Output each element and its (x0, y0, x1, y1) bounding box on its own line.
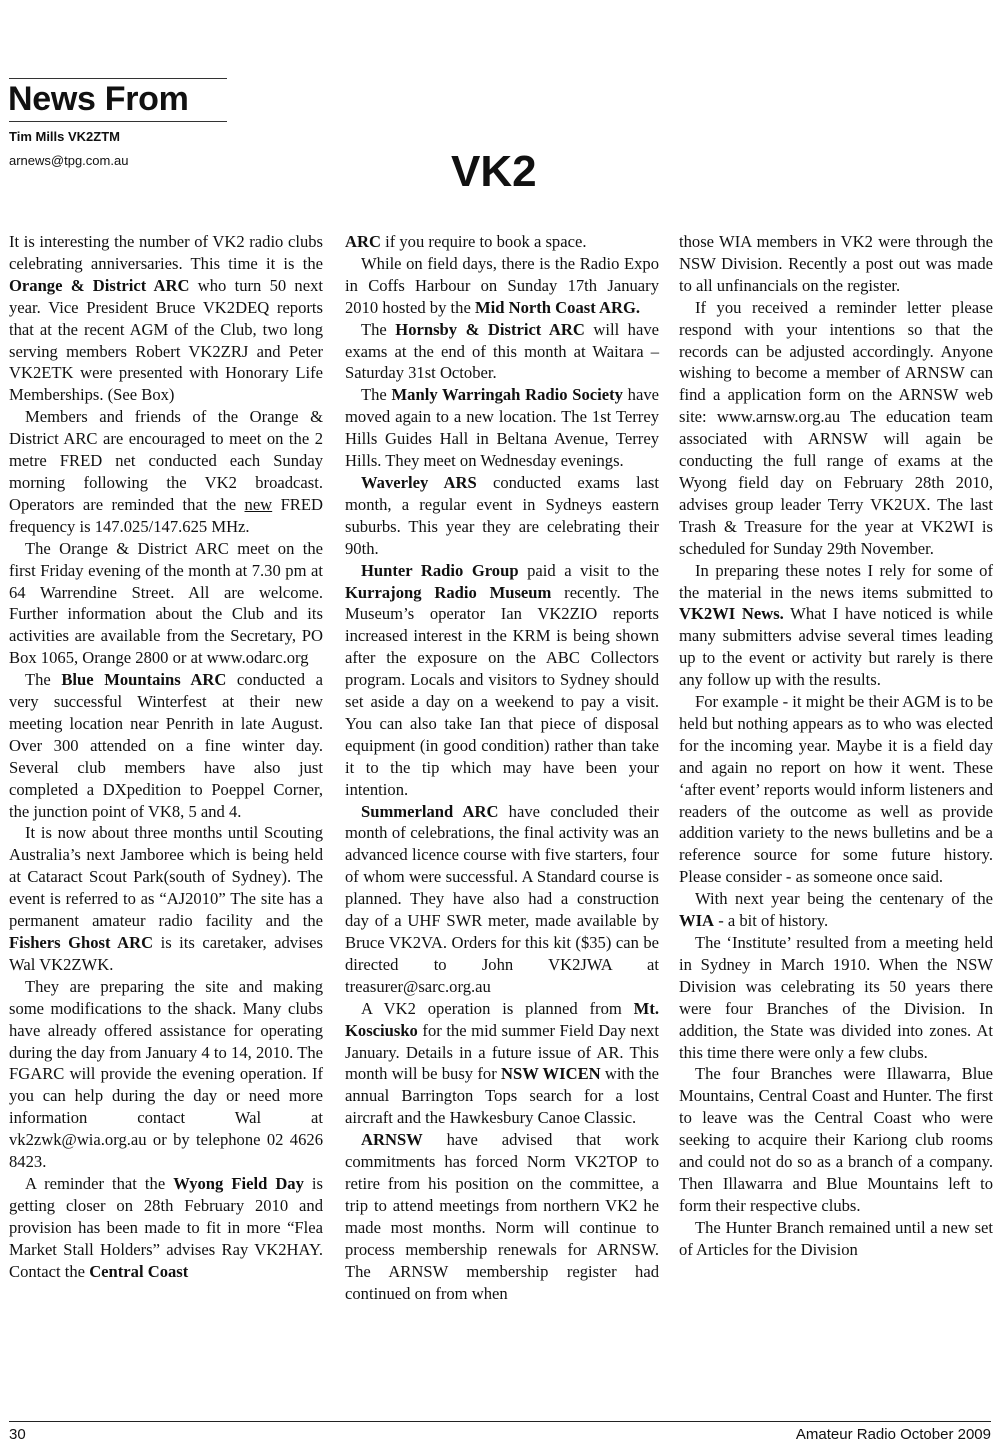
article-paragraph (9, 669, 323, 822)
text-run: conducted exams last month, a regular event in Sydneys eastern suburbs. This year they are celebrating their 90th. (345, 472, 660, 558)
text-run: A reminder that the (25, 1173, 174, 1193)
emphasis-text: Manly Warringah Radio Society (391, 385, 623, 405)
article-paragraph (9, 976, 323, 1173)
text-run: have advised that work commitments has forced Norm VK2TOP to retire from his position on the committee, a trip to attend meetings from northern VK2 he made most months. Norm will continue to process membership renewals for ARNSW. The ARNSW membership register had continued on from when (345, 1130, 659, 1303)
text-run: have moved again to a new location. The 1st Terrey Hills Guides Hall in Beltana Avenue, Terrey Hills. They meet on Wednesday evenings. (345, 385, 659, 471)
text-run: The (361, 385, 392, 405)
emphasis-text: Wyong Field Day (173, 1173, 304, 1193)
footer-rule (9, 1421, 991, 1422)
emphasis-text: ARC (345, 232, 381, 251)
article-paragraph (345, 253, 659, 319)
text-run: recently. The Museum’s operator Ian VK2ZIO reports increased interest in the KRM is being shown after the exposure on the ABC Collectors program. Locals and visitors to Sydney should set aside a day on a weekend to pay a visit. You can also take Ian that piece of disposal equipment (in good condition) rather than take it to the tip which may have been your intention. (345, 582, 659, 799)
text-run: who turn 50 next year. Vice President Bruce VK2DEQ reports that at the recent AGM of the Club, two long serving members Robert VK2ZRJ and Peter VK2ETK were presented with Honorary Life Memberships. (See Box) (9, 275, 323, 405)
article-paragraph (9, 406, 323, 537)
article-paragraph (679, 888, 993, 932)
article-paragraph (345, 560, 659, 801)
text-run: The Hunter Branch remained until a new set of Articles for the Division (679, 1217, 993, 1259)
header-top-rule (9, 78, 227, 79)
text-run: have concluded their month of celebrations, the final activity was an advanced licence course with five starters, four of whom were successful. A Standard course is planned. They have also had a construction day of a UHF SWR meter, made available by Bruce VK2VA. Orders for this kit ($35) can be directed to John VK2JWA at treasurer@sarc.org.au (345, 801, 659, 996)
emphasis-text: Mt. Kosciusko (345, 998, 659, 1040)
article-paragraph (345, 384, 659, 472)
article-paragraph (345, 472, 659, 560)
text-run: What I have noticed is while many submitters advise several times leading up to the event or activity but rarely is there any follow up with the results. (679, 604, 993, 690)
text-run: Members and friends of the Orange & District ARC are encouraged to meet on the 2 metre FRED net conducted each Sunday morning following the VK2 broadcast. Operators are reminded that the (9, 407, 323, 514)
article-paragraph (679, 231, 993, 297)
text-run: It is now about three months until Scouting Australia’s next Jamboree which is being held at Cataract Scout Park(south of Sydney). The event is referred to as “AJ2010” The site has a permanent amateur radio facility and the (9, 823, 323, 931)
emphasis-text: Orange & District ARC (9, 275, 190, 295)
emphasis-text: Hornsby & District ARC (395, 319, 585, 339)
text-run: FRED frequency is 147.025/147.625 MHz. (9, 494, 323, 536)
emphasis-text: NSW WICEN (501, 1064, 601, 1084)
article-paragraph (345, 998, 659, 1129)
text-run: The Orange & District ARC meet on the first Friday evening of the month at 7.30 pm at 64 Warrendine Street. All are welcome. Further information about the Club and its activities are available from the Secretary, PO Box 1065, Orange 2800 or at www.odarc.org (9, 538, 323, 668)
article-paragraph (679, 1217, 993, 1261)
article-column-2 (345, 231, 659, 1304)
article-paragraph (679, 932, 993, 1063)
article-paragraph (9, 231, 323, 406)
emphasis-text: Mid North Coast ARG. (474, 297, 640, 317)
article-paragraph (679, 560, 993, 691)
text-run: If you received a reminder letter please respond with your intentions so that the records can be adjusted accordingly. Anyone wishing to become a member of ARNSW can find a application form on the ARNSW web site: www.arnsw.org.au The education team associated with ARNSW will again be conducting the full range of exams at the Wyong field day on February 28th 2010, advises group leader Terry VK2UX. The last Trash & Treasure for the year at VK2WI is scheduled for Sunday 29th November. (679, 297, 993, 558)
text-run: It is interesting the number of VK2 radio clubs celebrating anniversaries. This time it is the (9, 232, 323, 273)
publication-info: Amateur Radio October 2009 (795, 1426, 991, 1443)
emphasis-text: Waverley ARS (361, 472, 477, 492)
text-run: - a bit of history. (714, 911, 829, 931)
emphasis-text: Hunter Radio Group (361, 560, 519, 580)
text-run: with the annual Barrington Tops search for a lost aircraft and the Hawkesbury Canoe Classic. (345, 1064, 659, 1128)
text-run: The (25, 670, 62, 690)
emphasis-text: ARNSW (361, 1130, 423, 1150)
header-bottom-rule (9, 121, 227, 122)
article-paragraph (9, 822, 323, 975)
article-paragraph (345, 319, 659, 385)
text-run: For example - it might be their AGM is to be held but nothing appears as to who was elected for the incoming year. Maybe it is a field day and again no report on how it went. These ‘after event’ reports would inform listeners and readers of the outcome as well as provide addition variety to the news bulletins and be a reference source for some future history. Please consider - as someone once said. (679, 692, 993, 887)
emphasis-text: Kurrajong Radio Museum (345, 582, 552, 602)
author-byline: Tim Mills VK2ZTM (9, 129, 120, 144)
article-paragraph (679, 1063, 993, 1216)
page-number: 30 (9, 1426, 26, 1443)
article-paragraph (345, 231, 659, 253)
emphasis-text: Central Coast (89, 1261, 189, 1281)
article-column-1 (9, 231, 323, 1283)
text-run: With next year being the centenary of the (695, 889, 993, 909)
text-run: The four Branches were Illawarra, Blue Mountains, Central Coast and Hunter. The first to leave was the Central Coast who were seeking to acquire their Kariong club rooms and could not do so as a branch of a company. Then Illawarra and Blue Mountains left to form their respective clubs. (679, 1064, 993, 1215)
article-paragraph (679, 297, 993, 560)
text-run: The (361, 319, 396, 339)
section-title: News From (8, 80, 189, 118)
emphasis-text: Blue Mountains ARC (61, 670, 227, 690)
text-run: for the mid summer Field Day next January. Details in a future issue of AR. This month will be busy for (345, 1020, 659, 1084)
text-run: In preparing these notes I rely for some of the material in the news items submitted to (679, 560, 993, 602)
emphasis-text: Summerland ARC (361, 801, 499, 821)
article-paragraph (9, 538, 323, 669)
article-paragraph (345, 1129, 659, 1304)
text-run: will have exams at the end of this month at Waitara – Saturday 31st October. (345, 319, 660, 383)
text-run: those WIA members in VK2 were through the NSW Division. Recently a post out was made to all unfinancials on the register. (679, 232, 993, 295)
emphasis-text: WIA (679, 911, 715, 931)
text-run: The ‘Institute’ resulted from a meeting held in Sydney in March 1910. When the NSW Division was celebrating its 50 years there were four Branches of the Division. In addition, the State was divided into zones. At this time there were only a few clubs. (679, 933, 993, 1062)
text-run: paid a visit to the (518, 560, 659, 580)
emphasis-text: Fishers Ghost ARC (9, 933, 154, 952)
region-heading: VK2 (451, 147, 537, 196)
article-paragraph (345, 801, 659, 998)
text-run: While on field days, there is the Radio Expo in Coffs Harbour on Sunday 17th January 2010 hosted by the (345, 253, 659, 317)
article-paragraph (9, 1173, 323, 1283)
text-run: conducted a very successful Winterfest at their new meeting location near Penrith in late August. Over 300 attended on a fine winter day. Several club members have also just completed a DXpedition to Poeppel Corner, the junction point of VK8, 5 and 4. (9, 670, 323, 821)
text-run: A VK2 operation is planned from (361, 998, 634, 1018)
article-column-3 (679, 231, 993, 1261)
text-run: is getting closer on 28th February 2010 and provision has been made to fit in more “Flea Market Stall Holders” advises Ray VK2HAY. Contact the (9, 1173, 323, 1281)
author-email: arnews@tpg.com.au (9, 153, 129, 168)
underlined-text: new (244, 494, 273, 514)
text-run: They are preparing the site and making some modifications to the shack. Many clubs have already offered assistance for operating during the day from January 4 to 14, 2010. The FGARC will provide the evening operation. If you can help during the day or need more information contact Wal at vk2zwk@wia.org.au or by telephone 02 4626 8423. (9, 976, 323, 1172)
emphasis-text: VK2WI News. (679, 604, 784, 624)
text-run: if you require to book a space. (380, 232, 587, 251)
text-run: is its caretaker, advises Wal VK2ZWK. (9, 933, 323, 974)
article-paragraph (679, 691, 993, 888)
